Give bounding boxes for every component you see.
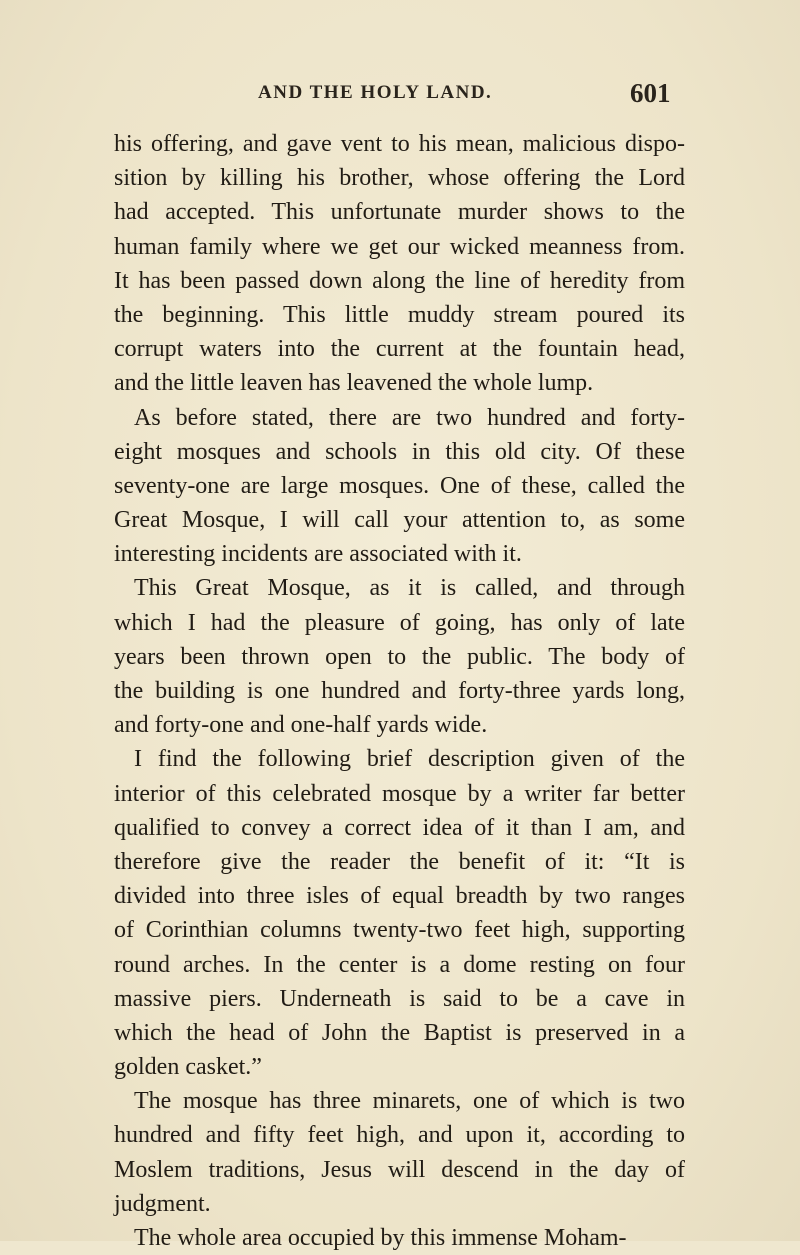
text-line: qualified to convey a correct idea of it than I am, and [114,814,685,841]
text-line: round arches. In the center is a dome resting on four [114,951,685,978]
text-line: corrupt waters into the current at the fountain head, [114,336,685,363]
text-line: the building is one hundred and forty-three yards long, [114,678,685,704]
text-line: judgment. [114,1190,211,1217]
text-line: The mosque has three minarets, one of which is two [134,1088,685,1115]
text-line: sition by killing his brother, whose offering the Lord [114,165,685,192]
text-line: which I had the pleasure of going, has only of late [114,609,685,636]
text-line: which the head of John the Baptist is preserved in a [114,1019,685,1046]
text-line: hundred and fifty feet high, and upon it, according to [114,1122,685,1149]
text-line: of Corinthian columns twenty-two feet high, supporting [114,917,685,944]
running-title: AND THE HOLY LAND. [258,82,493,103]
text-line: I find the following brief description given of the [134,746,685,773]
text-line: had accepted. This unfortunate murder shows to the [114,199,685,226]
text-line: massive piers. Underneath is said to be a cave in [114,985,685,1012]
text-line: and the little leaven has leavened the whole lump. [114,370,594,397]
text-line: golden casket.” [114,1054,262,1081]
text-line: human family where we get our wicked meanness from. [114,233,685,260]
text-line: years been thrown open to the public. The body of [114,643,685,670]
running-head [0,78,800,112]
text-line: divided into three isles of equal breadth by two ranges [114,883,685,910]
body-text [114,127,685,1255]
text-line: seventy-one are large mosques. One of these, called the [114,472,685,499]
text-line: therefore give the reader the benefit of it: “It is [114,848,685,875]
text-line: This Great Mosque, as it is called, and through [134,575,685,602]
text-line: Great Mosque, I will call your attention to, as some [114,507,685,534]
text-line: interesting incidents are associated with it. [114,541,522,568]
text-line: eight mosques and schools in this old city. Of these [114,438,685,465]
text-line: the beginning. This little muddy stream poured its [114,301,685,328]
text-line: It has been passed down along the line of heredity from [114,267,685,294]
text-line: his offering, and gave vent to his mean, malicious dispo- [114,131,685,157]
text-line: interior of this celebrated mosque by a writer far better [114,780,685,807]
text-line: As before stated, there are two hundred and forty- [134,404,685,431]
text-line: and forty-one and one-half yards wide. [114,712,488,739]
text-line: Moslem traditions, Jesus will descend in the day of [114,1156,685,1183]
page-number: 601 [630,78,671,108]
text-line: The whole area occupied by this immense Moham- [134,1225,627,1251]
